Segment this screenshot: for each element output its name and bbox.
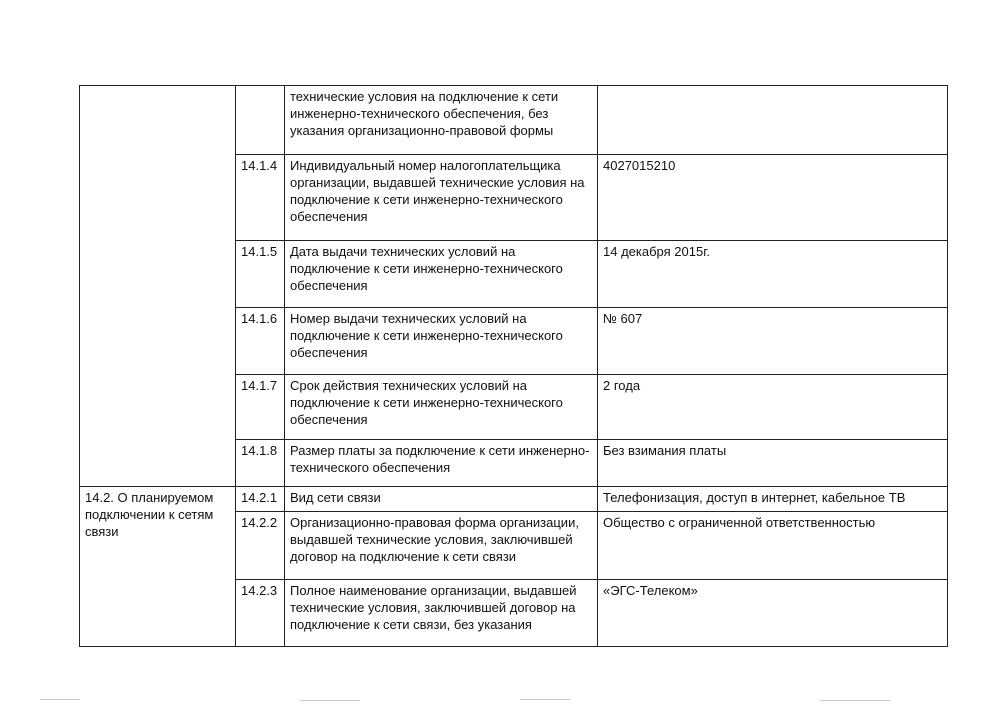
item-number: 14.1.5	[236, 241, 285, 308]
item-number: 14.2.1	[236, 487, 285, 512]
item-label: Срок действия технических условий на подключение к сети инженерно-технического обеспечения	[285, 375, 598, 440]
item-number: 14.1.7	[236, 375, 285, 440]
item-label: Полное наименование организации, выдавшей технические условия, заключившей договор на подключение к сети связи, без указания	[285, 580, 598, 647]
item-label: Размер платы за подключение к сети инженерно-технического обеспечения	[285, 440, 598, 487]
item-value: 4027015210	[598, 155, 948, 241]
item-value	[598, 86, 948, 155]
table-row	[80, 487, 948, 512]
item-value: Общество с ограниченной ответственностью	[598, 512, 948, 580]
scan-artifact	[820, 700, 890, 701]
item-number: 14.2.2	[236, 512, 285, 580]
item-label: Вид сети связи	[285, 487, 598, 512]
scan-artifact	[40, 699, 80, 700]
specification-table	[79, 85, 948, 647]
item-label: Номер выдачи технических условий на подключение к сети инженерно-технического обеспечения	[285, 308, 598, 375]
item-number: 14.1.4	[236, 155, 285, 241]
item-number: 14.1.6	[236, 308, 285, 375]
item-number: 14.1.8	[236, 440, 285, 487]
item-value: 14 декабря 2015г.	[598, 241, 948, 308]
item-label: Дата выдачи технических условий на подключение к сети инженерно-технического обеспечения	[285, 241, 598, 308]
item-number	[236, 86, 285, 155]
item-label: технические условия на подключение к сети инженерно-технического обеспечения, без указания организационно-правовой формы	[285, 86, 598, 155]
item-value: № 607	[598, 308, 948, 375]
table-row	[80, 86, 948, 155]
item-number: 14.2.3	[236, 580, 285, 647]
item-value: 2 года	[598, 375, 948, 440]
section-cell: 14.2. О планируемом подключении к сетям связи	[80, 487, 236, 647]
item-value: Телефонизация, доступ в интернет, кабельное ТВ	[598, 487, 948, 512]
item-label: Организационно-правовая форма организации, выдавшей технические условия, заключившей договор на подключение к сети связи	[285, 512, 598, 580]
item-value: Без взимания платы	[598, 440, 948, 487]
item-value: «ЭГС-Телеком»	[598, 580, 948, 647]
scan-artifact	[300, 700, 360, 701]
section-cell	[80, 86, 236, 487]
item-label: Индивидуальный номер налогоплательщика организации, выдавшей технические условия на подключение к сети инженерно-технического обеспечения	[285, 155, 598, 241]
scan-artifact	[520, 699, 570, 700]
